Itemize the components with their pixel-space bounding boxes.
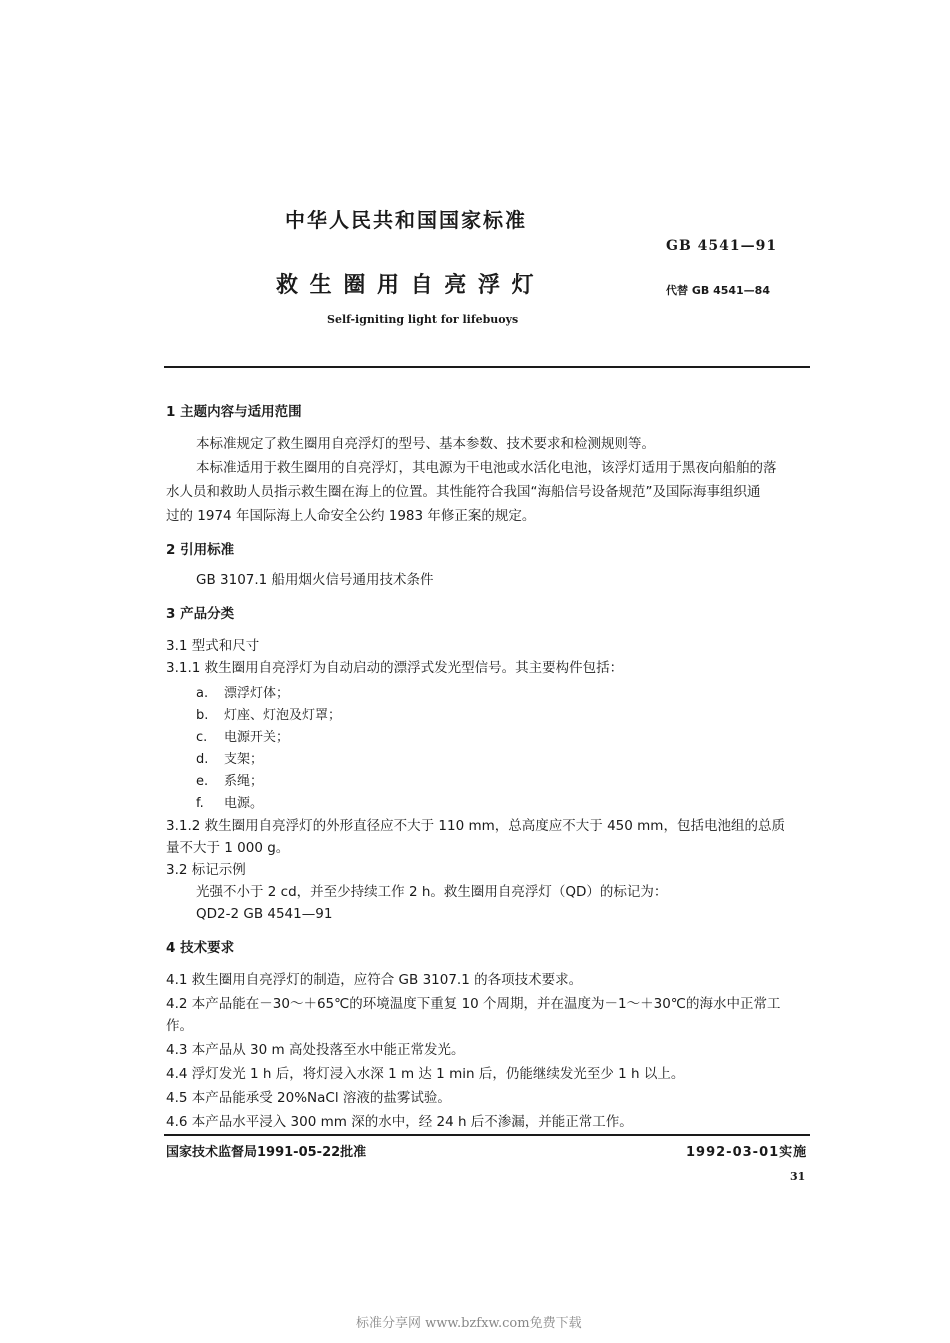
list-item-text: 支架；: [224, 752, 264, 767]
list-item: [196, 748, 263, 767]
clause-4-5: 4.5 本产品能承受 20%NaCl 溶液的盐雾试验。: [166, 1090, 451, 1106]
list-item-text: 灯座、灯泡及灯罩；: [224, 708, 342, 723]
clause-3-1: 3.1 型式和尺寸: [166, 638, 260, 654]
clause-4-3: 4.3 本产品从 30 m 高处投落至水中能正常发光。: [166, 1042, 465, 1058]
document-title: 救 生 圈 用 自 亮 浮 灯: [276, 273, 536, 298]
effective-date: 1992-03-01实施: [686, 1145, 808, 1160]
footer-rule: [164, 1134, 810, 1136]
list-item: [196, 682, 289, 701]
list-item-text: 电源。: [224, 796, 264, 811]
clause-3-2-line-1: 光强不小于 2 cd，并至少持续工作 2 h。救生圈用自亮浮灯（QD）的标记为：: [196, 884, 668, 900]
section-4-heading: 4 技术要求: [166, 940, 235, 956]
clause-4-4: 4.4 浮灯发光 1 h 后，将灯浸入水深 1 m 达 1 min 后，仍能继续发光至少 1 h 以上。: [166, 1066, 685, 1082]
section-2-heading: 2 引用标准: [166, 542, 235, 558]
section-1-heading: 1 主题内容与适用范围: [166, 404, 302, 420]
clause-3-1-2-line-1: 3.1.2 救生圈用自亮浮灯的外形直径应不大于 110 mm，总高度应不大于 450 mm，包括电池组的总质: [166, 818, 785, 834]
list-item-text: 漂浮灯体；: [224, 686, 290, 701]
list-item-mark: d.: [196, 752, 209, 767]
clause-4-2-line-1: 4.2 本产品能在－30～＋65℃的环境温度下重复 10 个周期，并在温度为－1～＋30℃的海水中正常工: [166, 996, 781, 1012]
marking-example: QD2-2 GB 4541—91: [196, 906, 333, 922]
replaces-note: 代替 GB 4541—84: [666, 284, 770, 297]
list-item-mark: f.: [196, 796, 204, 811]
list-item: [196, 792, 263, 811]
referenced-standard: GB 3107.1 船用烟火信号通用技术条件: [196, 572, 434, 588]
list-item: [196, 704, 341, 723]
list-item-text: 系绳；: [224, 774, 264, 789]
section-1-para-2-line-1: 本标准适用于救生圈用的自亮浮灯，其电源为干电池或水活化电池，该浮灯适用于黑夜向船舶的落: [196, 460, 777, 476]
section-1-para-2-line-2: 水人员和救助人员指示救生圈在海上的位置。其性能符合我国“海船信号设备规范”及国际海事组织通: [166, 484, 761, 500]
list-item-mark: e.: [196, 774, 209, 789]
section-1-para-1: 本标准规定了救生圈用自亮浮灯的型号、基本参数、技术要求和检测规则等。: [196, 436, 655, 452]
list-item: [196, 770, 263, 789]
clause-4-2-line-2: 作。: [166, 1018, 193, 1034]
clause-3-1-2-line-2: 量不大于 1 000 g。: [166, 840, 290, 856]
section-1-para-2-line-3: 过的 1974 年国际海上人命安全公约 1983 年修正案的规定。: [166, 508, 536, 524]
list-item-text: 电源开关；: [224, 730, 290, 745]
standard-type-heading: 中华人民共和国国家标准: [285, 208, 527, 232]
list-item-mark: b.: [196, 708, 209, 723]
clause-3-2: 3.2 标记示例: [166, 862, 246, 878]
list-item-mark: a.: [196, 686, 209, 701]
english-title: Self-igniting light for lifebuoys: [327, 313, 519, 326]
header-rule: [164, 366, 810, 368]
section-3-heading: 3 产品分类: [166, 606, 235, 622]
clause-4-1: 4.1 救生圈用自亮浮灯的制造，应符合 GB 3107.1 的各项技术要求。: [166, 972, 583, 988]
page-number: 31: [790, 1170, 806, 1183]
clause-4-6: 4.6 本产品水平浸入 300 mm 深的水中，经 24 h 后不渗漏，并能正常工作。: [166, 1114, 633, 1130]
watermark-footer: 标准分享网 www.bzfxw.com免费下载: [356, 1316, 582, 1331]
list-item: [196, 726, 289, 745]
list-item-mark: c.: [196, 730, 208, 745]
approval-date: 国家技术监督局1991-05-22批准: [166, 1145, 367, 1160]
clause-3-1-1: 3.1.1 救生圈用自亮浮灯为自动启动的漂浮式发光型信号。其主要构件包括：: [166, 660, 624, 676]
standard-number: GB 4541—91: [666, 238, 778, 254]
